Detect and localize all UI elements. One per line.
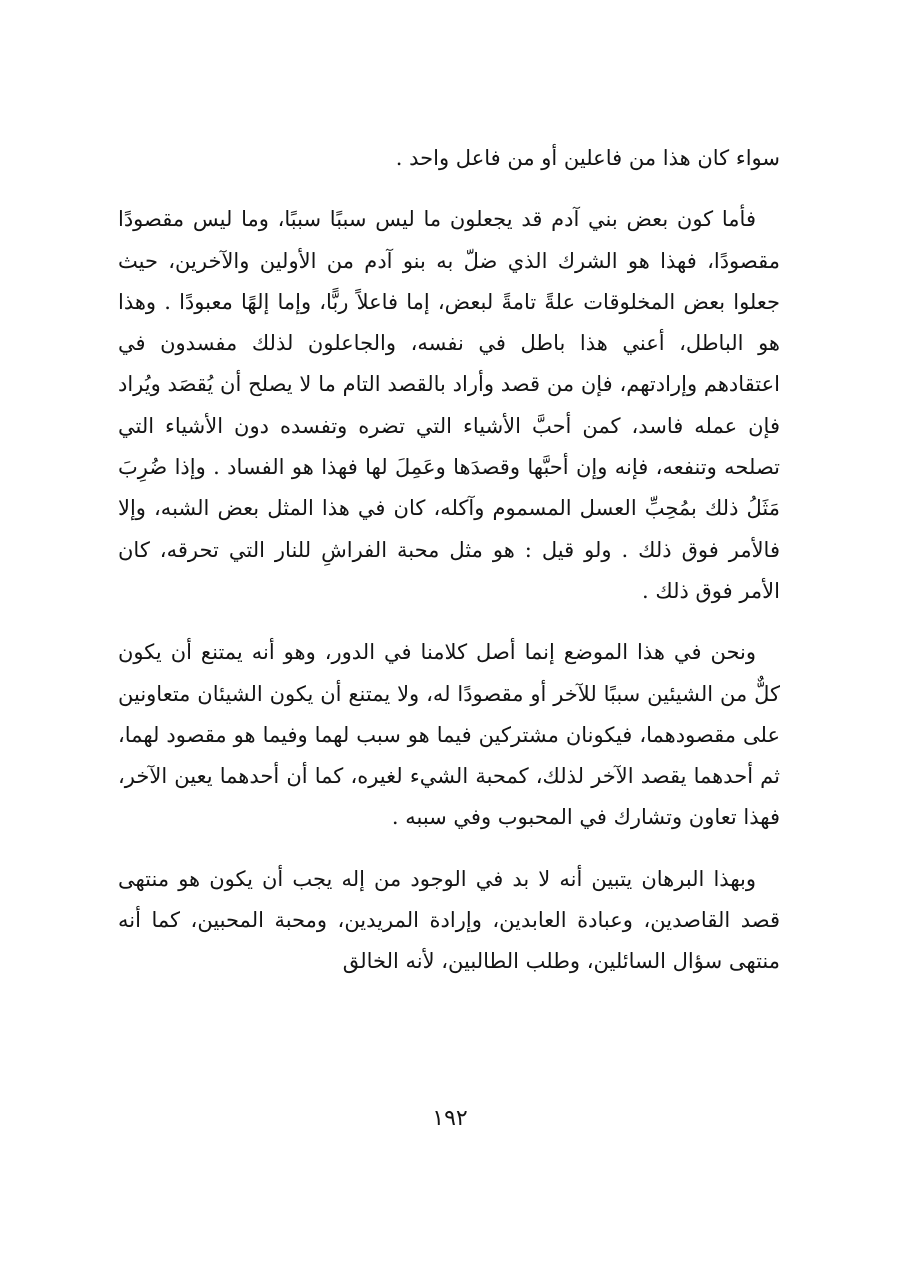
paragraph-continuation: سواء كان هذا من فاعلين أو من فاعل واحد .	[395, 146, 780, 170]
page-number: ١٩٢	[432, 1106, 468, 1131]
paragraph: ونحن في هذا الموضع إنما أصل كلامنا في الدور، وهو أنه يمتنع أن يكون كلٌّ من الشيئين سببًا للآخر أو مقصودًا له، ولا يمتنع أن يكون الشيئان متعاونين على مقصودهما، فيكونان مشتركين فيما هو سبب لهما وفيما هو مقصود لهما، ثم أحدهما يقصد الآخر لذلك، كمحبة الشيء لغيره، كما أن أحدهما يعين الآخر، فهذا تعاون وتشارك في المحبوب وفي سببه .	[118, 640, 780, 830]
paragraph: وبهذا البرهان يتبين أنه لا بد في الوجود من إله يجب أن يكون هو منتهى قصد القاصدين، وعبادة العابدين، وإرادة المريدين، ومحبة المحبين، كما أنه منتهى سؤال السائلين، وطلب الطالبين، لأنه الخالق	[118, 866, 780, 974]
paragraph: فأما كون بعض بني آدم قد يجعلون ما ليس سببًا سببًا، وما ليس مقصودًا مقصودًا، فهذا هو الشرك الذي ضلّ به بنو آدم من الأولين والآخرين، حيث جعلوا بعض المخلوقات علةً تامةً لبعض، إما فاعلاً ربًّا، وإما إلهًا معبودًا . وهذا هو الباطل، أعني هذا باطل في نفسه، والجاعلون لذلك مفسدون في اعتقادهم وإرادتهم، فإن من قصد وأراد بالقصد التام ما لا يصلح أن يُقصَد ويُراد فإن عمله فاسد، كمن أحبَّ الأشياء التي تضره وتفسده دون الأشياء التي تصلحه وتنفعه، فإنه وإن أحبَّها وقصدَها وعَمِلَ لها فهذا هو الفساد . وإذا ضُرِبَ مَثَلُ ذلك بمُحِبِّ العسل المسموم وآكله، كان في هذا المثل بعض الشبه، وإلا فالأمر فوق ذلك . ولو قيل : هو مثل محبة الفراشِ للنار التي تحرقه، كان الأمر فوق ذلك .	[118, 207, 780, 603]
body-text	[118, 138, 780, 983]
